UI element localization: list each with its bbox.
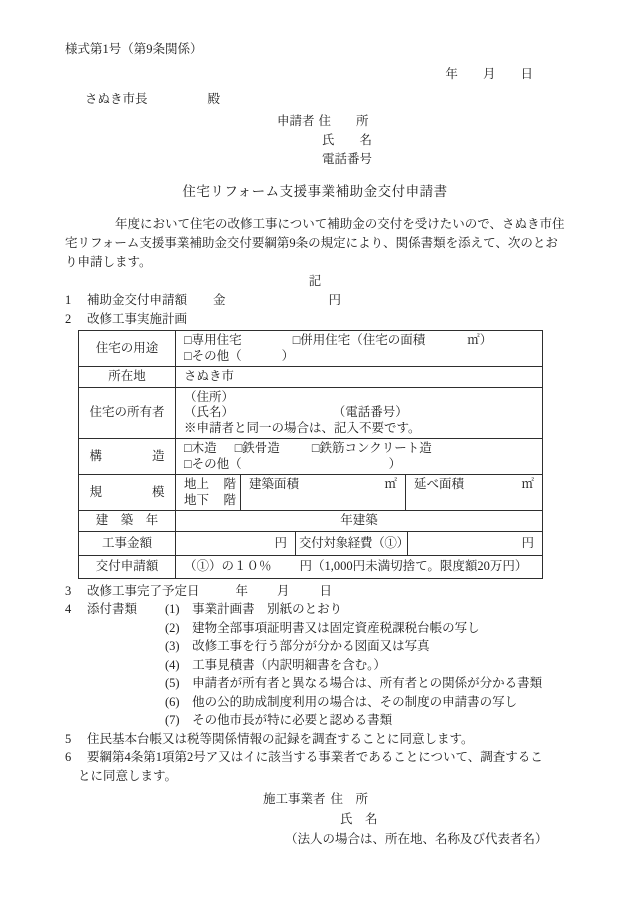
total-area-label: 延べ面積 bbox=[414, 477, 465, 491]
floors-below-unit: 階 bbox=[223, 492, 236, 507]
contractor-block bbox=[263, 789, 565, 849]
date-line bbox=[65, 65, 565, 84]
table-row-built-year bbox=[79, 510, 542, 531]
form-number: 様式第1号（第9条関係） bbox=[65, 42, 203, 56]
cost-row-label: 工事金額 bbox=[79, 532, 176, 556]
table-row-location bbox=[79, 366, 542, 387]
date-day-label: 日 bbox=[520, 67, 533, 81]
item-6-number: 6 bbox=[65, 750, 72, 764]
floors-above-unit: 階 bbox=[223, 477, 236, 491]
attachment-7: (7) その他市長が特に必要と認める書類 bbox=[165, 713, 393, 727]
checkbox-wood-icon[interactable]: □ bbox=[184, 441, 192, 455]
addressee-honorific: 殿 bbox=[207, 92, 221, 106]
applicant-address-label: 住 所 bbox=[318, 114, 369, 128]
usage-other-close-paren: ） bbox=[281, 348, 295, 363]
body-line-2: 宅リフォーム支援事業補助金交付要綱第9条の規定により、関係書類を添えて、次のとお bbox=[65, 236, 558, 250]
building-area-unit: ㎡ bbox=[384, 477, 397, 491]
request-note: 円（1,000円未満切捨て。限度額20万円） bbox=[299, 559, 528, 573]
owner-address-label: （住所） bbox=[184, 389, 235, 404]
item-5-text: 住民基本台帳又は税等関係情報の記録を調査することに同意します。 bbox=[87, 731, 474, 746]
applicant-phone-label: 電話番号 bbox=[322, 152, 373, 166]
item-1-number: 1 bbox=[65, 293, 72, 307]
building-area-label: 建築面積 bbox=[249, 477, 300, 491]
item-2-label: 改修工事実施計画 bbox=[87, 311, 188, 326]
usage-option-other: その他（ bbox=[191, 348, 242, 363]
item-1-label: 補助金交付申請額 bbox=[87, 293, 188, 307]
owner-row-label: 住宅の所有者 bbox=[79, 388, 176, 439]
applicant-name-label: 氏 名 bbox=[322, 133, 373, 147]
checkbox-exclusive-use-icon[interactable]: □ bbox=[184, 333, 192, 347]
usage-row-label: 住宅の用途 bbox=[79, 331, 176, 366]
date-year-label: 年 bbox=[445, 67, 458, 81]
document-title: 住宅リフォーム支援事業補助金交付申請書 bbox=[182, 184, 448, 199]
structure-other-close-paren: ） bbox=[388, 456, 402, 471]
contractor-name-label: 氏 名 bbox=[340, 812, 378, 826]
contractor-note: （法人の場合は、所在地、名称及び代表者名） bbox=[285, 832, 548, 846]
structure-option-other: その他（ bbox=[191, 456, 242, 471]
usage-area-unit: ㎡） bbox=[467, 333, 493, 347]
applicant-label: 申請者 bbox=[277, 114, 315, 128]
completion-day-label: 日 bbox=[319, 583, 333, 598]
total-area-unit: ㎡ bbox=[521, 477, 534, 491]
checkbox-steel-icon[interactable]: □ bbox=[234, 441, 243, 455]
checkbox-combined-use-icon[interactable]: □ bbox=[292, 333, 301, 347]
subsidy-target-expense-label: 交付対象経費（①） bbox=[296, 532, 408, 556]
table-row-owner bbox=[79, 387, 542, 439]
request-row-label: 交付申請額 bbox=[79, 556, 176, 578]
item-1-subsidy-amount bbox=[65, 291, 565, 310]
currency-prefix: 金 bbox=[213, 293, 226, 307]
owner-phone-label: （電話番号） bbox=[339, 405, 408, 419]
table-row-cost bbox=[79, 531, 542, 556]
owner-name-label: （氏名） bbox=[184, 405, 235, 419]
item-5-number: 5 bbox=[65, 731, 72, 746]
item-6-consent-investigation bbox=[65, 748, 565, 785]
table-row-structure bbox=[79, 438, 542, 474]
usage-option-exclusive: 専用住宅 bbox=[191, 333, 242, 347]
applicant-block bbox=[65, 112, 565, 169]
floors-above-label: 地上 bbox=[184, 477, 210, 491]
built-year-value: 年建築 bbox=[340, 513, 378, 527]
item-4-attachments bbox=[65, 600, 565, 730]
scale-row-label: 規 模 bbox=[79, 475, 176, 510]
checkbox-other-structure-icon[interactable]: □ bbox=[184, 456, 192, 471]
date-month-label: 月 bbox=[482, 67, 496, 81]
location-row-label: 所在地 bbox=[79, 367, 176, 387]
location-value: さぬき市 bbox=[184, 369, 235, 383]
body-line-1: 年度において住宅の改修工事について補助金の交付を受けたいので、さぬき市住 bbox=[65, 217, 565, 231]
scale-floors-cell bbox=[176, 475, 241, 510]
structure-row-label: 構 造 bbox=[79, 439, 176, 474]
item-3-label: 改修工事完了予定日 bbox=[87, 583, 200, 598]
note-mark: 記 bbox=[308, 274, 322, 288]
contractor-address-label: 住 所 bbox=[330, 792, 369, 806]
usage-option-combined: 併用住宅（住宅の面積 bbox=[300, 333, 426, 347]
body-paragraph bbox=[65, 215, 565, 272]
cost-amount-yen: 円 bbox=[176, 532, 296, 556]
work-plan-table bbox=[78, 330, 543, 579]
completion-month-label: 月 bbox=[277, 583, 290, 598]
contractor-label: 施工事業者 bbox=[263, 792, 326, 806]
attachment-5: (5) 申請者が所有者と異なる場合は、所有者との関係が分かる書類 bbox=[165, 676, 543, 690]
item-3-number: 3 bbox=[65, 583, 72, 598]
request-rate: （①）の１０％ bbox=[184, 559, 272, 573]
item-3-completion-date bbox=[65, 582, 565, 601]
structure-option-steel: 鉄骨造 bbox=[242, 441, 280, 455]
attachment-6: (6) 他の公的助成制度利用の場合は、その制度の申請書の写し bbox=[165, 694, 518, 709]
completion-year-label: 年 bbox=[235, 583, 249, 598]
attachment-3: (3) 改修工事を行う部分が分かる図面又は写真 bbox=[165, 639, 430, 653]
item-2-number: 2 bbox=[65, 311, 72, 326]
item-5-consent-records bbox=[65, 730, 565, 749]
built-year-row-label: 建 築 年 bbox=[79, 511, 176, 531]
addressee-line bbox=[65, 90, 565, 109]
addressee-name: さぬき市長 bbox=[85, 92, 148, 106]
body-line-3: り申請します。 bbox=[65, 255, 152, 269]
structure-option-rc: 鉄筋コンクリート造 bbox=[319, 441, 432, 455]
item-6-line-2: とに同意します。 bbox=[78, 768, 178, 783]
table-row-request-amount bbox=[79, 555, 542, 578]
structure-option-wood: 木造 bbox=[191, 441, 217, 455]
yen-suffix: 円 bbox=[328, 293, 342, 307]
total-area-cell bbox=[406, 475, 542, 510]
table-row-scale bbox=[79, 474, 542, 510]
attachment-4: (4) 工事見積書（内訳明細書を含む。） bbox=[165, 657, 386, 672]
attachment-list bbox=[165, 600, 542, 730]
table-row-usage bbox=[79, 331, 542, 366]
item-6-line-1: 要綱第4条第1項第2号ア又はイに該当する事業者であることについて、調査するこ bbox=[87, 750, 543, 764]
attachment-1: (1) 事業計画書 別紙のとおり bbox=[165, 602, 343, 616]
item-4-label: 添付書類 bbox=[87, 602, 138, 616]
owner-note: ※申請者と同一の場合は、記入不要です。 bbox=[184, 420, 421, 435]
item-2-work-plan bbox=[65, 310, 565, 329]
building-area-cell bbox=[241, 475, 406, 510]
checkbox-reinforced-concrete-icon[interactable]: □ bbox=[311, 441, 320, 455]
attachment-2: (2) 建物全部事項証明書又は固定資産税課税台帳の写し bbox=[165, 620, 480, 635]
floors-below-label: 地下 bbox=[184, 492, 210, 507]
item-4-number: 4 bbox=[65, 602, 72, 616]
target-expense-yen: 円 bbox=[521, 535, 534, 550]
checkbox-other-use-icon[interactable]: □ bbox=[184, 348, 192, 363]
